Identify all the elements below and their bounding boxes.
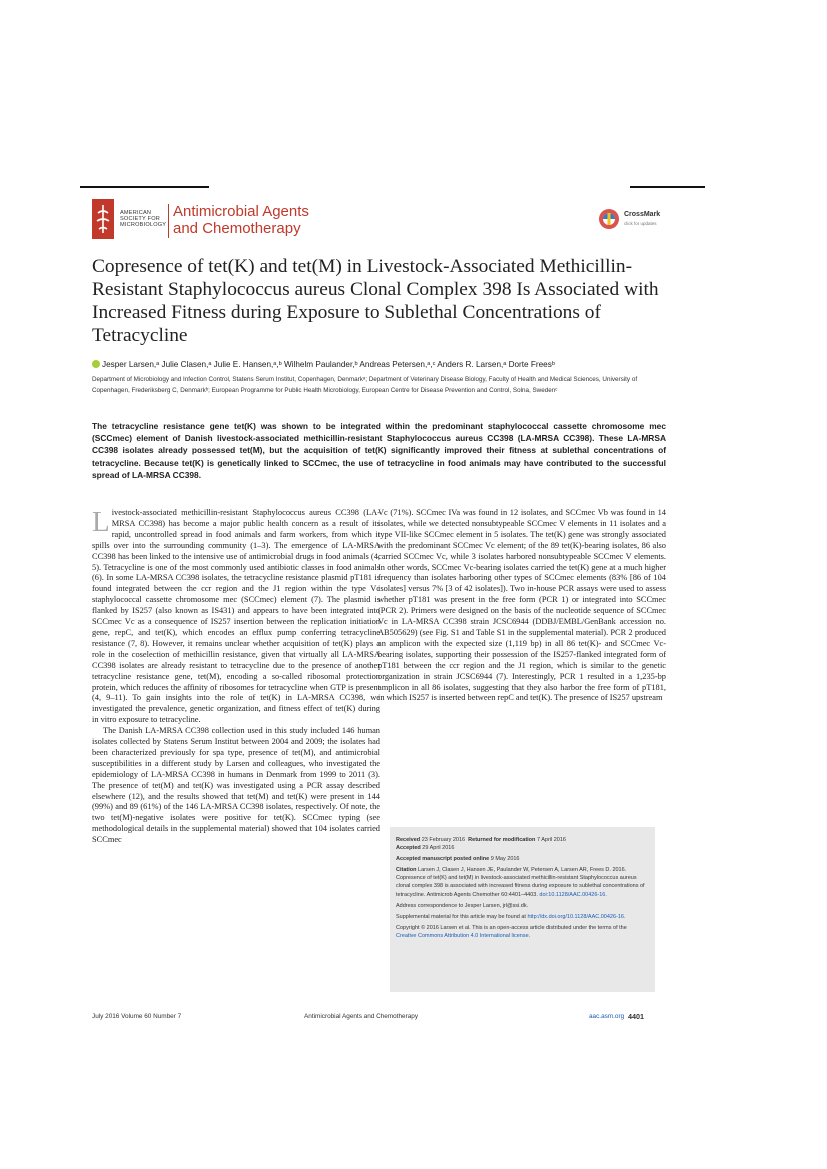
asm-logo-icon (92, 199, 114, 239)
crossmark-sublabel: click for updates (624, 221, 657, 226)
footer-issue: July 2016 Volume 60 Number 7 (92, 1013, 182, 1020)
author-list (92, 360, 712, 369)
body-paragraph: The Danish LA-MRSA CC398 collection used in this study included 146 human isolates collected by Statens Serum Institut between 2004 and 2009; the isolates had been characterized previously for spa type, presence of tet(M), and antimicrobial susceptibilities in a different study by Larsen and colleagues, who investigated the epidemiology of LA-MRSA CC398 in humans in Denmark from 1999 to 2011 (3). The presence of tet(M) and tet(K) was investigated using a PCR assay described elsewhere (12), and the results showed that tet(M) and tet(K) were present in 144 (99%) and 89 (61%) of the 146 LA-MRSA CC398 isolates, respectively. Of note, the two tet(M)-negative isolates were positive for tet(K). SCCmec typing (see methodological details in the supplemental material) showed that 104 isolates carried SCCmec (92, 726, 380, 845)
society-name: AMERICAN SOCIETY FOR MICROBIOLOGY (120, 210, 167, 229)
body-column-left (92, 508, 380, 846)
correspondence: Address correspondence to Jesper Larsen, jrl@ssi.dk. (396, 902, 529, 909)
body-paragraph: Livestock-associated methicillin-resistant Staphylococcus aureus CC398 (LA-MRSA CC398) has become a major public health concern as a result of its rapid, uncontrolled spread in food animals and farm workers, from which it spills over into the surrounding community (1–3). The emergence of LA-MRSA CC398 has been linked to the intensive use of antimicrobial drugs in food animals (4, 5). Tetracycline is one of the most commonly used antibiotic classes in food animals (6). In some LA-MRSA CC398 isolates, the tetracycline resistance plasmid pT181 is found integrated between the ccr region and the J1 region within the type Vc staphylococcal cassette chromosome mec (SCCmec) element (7). The plasmid is flanked by IS257 (also known as IS431) and appears to have been integrated into SCCmec Vc as a consequence of IS257 insertion between the replication initiation gene, repC, and tet(K), which encodes an efflux pump conferring tetracycline resistance (7, 8). However, it remains unclear whether acquisition of tet(K) plays a role in the coselection of methicillin resistance, given that virtually all LA-MRSA CC398 isolates are already resistant to tetracycline due to the presence of another tetracycline resistance gene, tet(M), encoding a so-called ribosomal protection protein, which reduces the affinity of ribosomes for tetracycline when GTP is present (4, 9–11). To gain insights into the role of tet(K) in LA-MRSA CC398, we investigated the prevalence, genetic organization, and fitness effect of tet(K) during in vitro exposure to tetracycline. (92, 506, 380, 725)
abstract: The tetracycline resistance gene tet(K) was shown to be integrated within the predominant staphylococcal cassette chromosome mec (SCCmec) element of Danish livestock-associated methicillin-resistant Staphylococcus aureus CC398 (LA-MRSA CC398). These LA-MRSA CC398 isolates already possessed tet(M), but the acquisition of tet(K) significantly improved their fitness at sublethal concentrations of tetracycline. Because tet(K) is genetically linked to SCCmec, the use of tetracycline in food animals may have contributed to the successful spread of LA-MRSA CC398. (92, 421, 666, 480)
author-names: Jesper Larsen,ᵃ Julie Clasen,ᵃ Julie E. Hansen,ᵃ,ᵇ Wilhelm Paulander,ᵇ Andreas Petersen,ᵃ,ᶜ Anders R. Larsen,ᵃ Dorte Freesᵇ (102, 360, 555, 369)
citation: Citation Larsen J, Clasen J, Hansen JE, Paulander W, Petersen A, Larsen AR, Frees D. 2016. Copresence of tet(K) and tet(M) in livestock-associated methicillin-resistant Staphylococcus aureus clonal complex 398 is associated with increased fitness during exposure to sublethal concentrations of tetracycline. Antimicrob Agents Chemother 60:4401–4403. doi:10.1128/AAC.00426-16. (396, 867, 645, 898)
dates-line: Received 23 February 2016 Returned for modification 7 April 2016 Accepted 29 April 2016 (396, 837, 566, 852)
footer-journal: Antimicrobial Agents and Chemotherapy (304, 1013, 419, 1020)
license-link[interactable]: Creative Commons Attribution 4.0 International license. (396, 932, 531, 939)
drop-cap: L (92, 506, 110, 538)
article-info-box (390, 827, 655, 992)
page-number: 4401 (628, 1012, 644, 1021)
crossmark-icon[interactable] (598, 208, 620, 230)
crossmark-label[interactable]: CrossMark (624, 211, 661, 218)
footer-url-link[interactable]: aac.asm.org (589, 1013, 625, 1020)
orcid-icon[interactable] (92, 360, 100, 368)
posted-line: Accepted manuscript posted online 9 May 2016 (396, 856, 520, 863)
body-column-right (378, 508, 666, 704)
top-rule-left (80, 186, 209, 188)
top-rule-right (630, 186, 705, 188)
body-paragraph: Vc (71%). SCCmec IVa was found in 12 isolates, and SCCmec Vb was found in 14 isolates, while we detected nonsubtypeable SCCmec V elements in 11 isolates and a type VII-like SCCmec element in 5 isolates. The tet(K) gene was strongly associated with the predominant SCCmec Vc element; of the 89 tet(K)-bearing isolates, 86 also carried SCCmec Vc, while 3 isolates harbored nonsubtypeable SCCmec V elements. In other words, SCCmec Vc-bearing isolates carried the tet(K) gene at a much higher frequency than isolates harboring other types of SCCmec elements (83% [86 of 104 isolates] versus 7% [3 of 42 isolates]). Two in-house PCR assays were used to assess whether pT181 was present in the free form (PCR 1) or integrated into SCCmec (PCR 2). Primers were designed on the basis of the nucleotide sequence of SCCmec Vc in LA-MRSA CC398 strain JCSC6944 (DDBJ/EMBL/GenBank accession no. AB505629) (see Fig. S1 and Table S1 in the supplemental material). PCR 2 produced an amplicon with the expected size (1,119 bp) in all 86 tet(K)- and SCCmec Vc-bearing isolates, supporting their possession of the IS257-flanked integrated form of pT181 between the ccr region and the J1 region, which is similar to the genetic organization in strain JCSC6944 (7). Interestingly, PCR 1 resulted in a 1,235-bp amplicon in all 86 isolates, suggesting that they also harbor the free form of pT181, in which IS257 is inserted between repC and tet(K). The presence of IS257 upstream (378, 508, 666, 703)
supplemental-note: Supplemental material for this article may be found at http://dx.doi.org/10.1128/AAC.00426-16. (396, 913, 626, 920)
doi-link[interactable]: doi:10.1128/AAC.00426-16. (539, 891, 607, 898)
author-affiliations: Department of Microbiology and Infection Control, Statens Serum Institut, Copenhagen, Denmarkᵃ; Department of Veterinary Disease Biology, Faculty of Health and Medical Sciences, University of Copenhagen, Frederiksberg C, Denmarkᵇ; European Programme for Public Health Microbiology, European Centre for Disease Prevention and Control, Solna, Swedenᶜ (92, 376, 638, 394)
copyright: Copyright © 2016 Larsen et al. This is an open-access article distributed under the terms of the Creative Commons Attribution 4.0 International license. (396, 924, 627, 939)
supplemental-link[interactable]: http://dx.doi.org/10.1128/AAC.00426-16. (527, 913, 626, 920)
logo-divider (168, 204, 169, 238)
article-title: Copresence of tet(K) and tet(M) in Livestock-Associated Methicillin-Resistant Staphylococcus aureus Clonal Complex 398 Is Associated with Increased Fitness during Exposure to Sublethal Concentrations of Tetracycline (92, 256, 659, 346)
journal-name[interactable]: Antimicrobial Agents and Chemotherapy (173, 203, 309, 237)
